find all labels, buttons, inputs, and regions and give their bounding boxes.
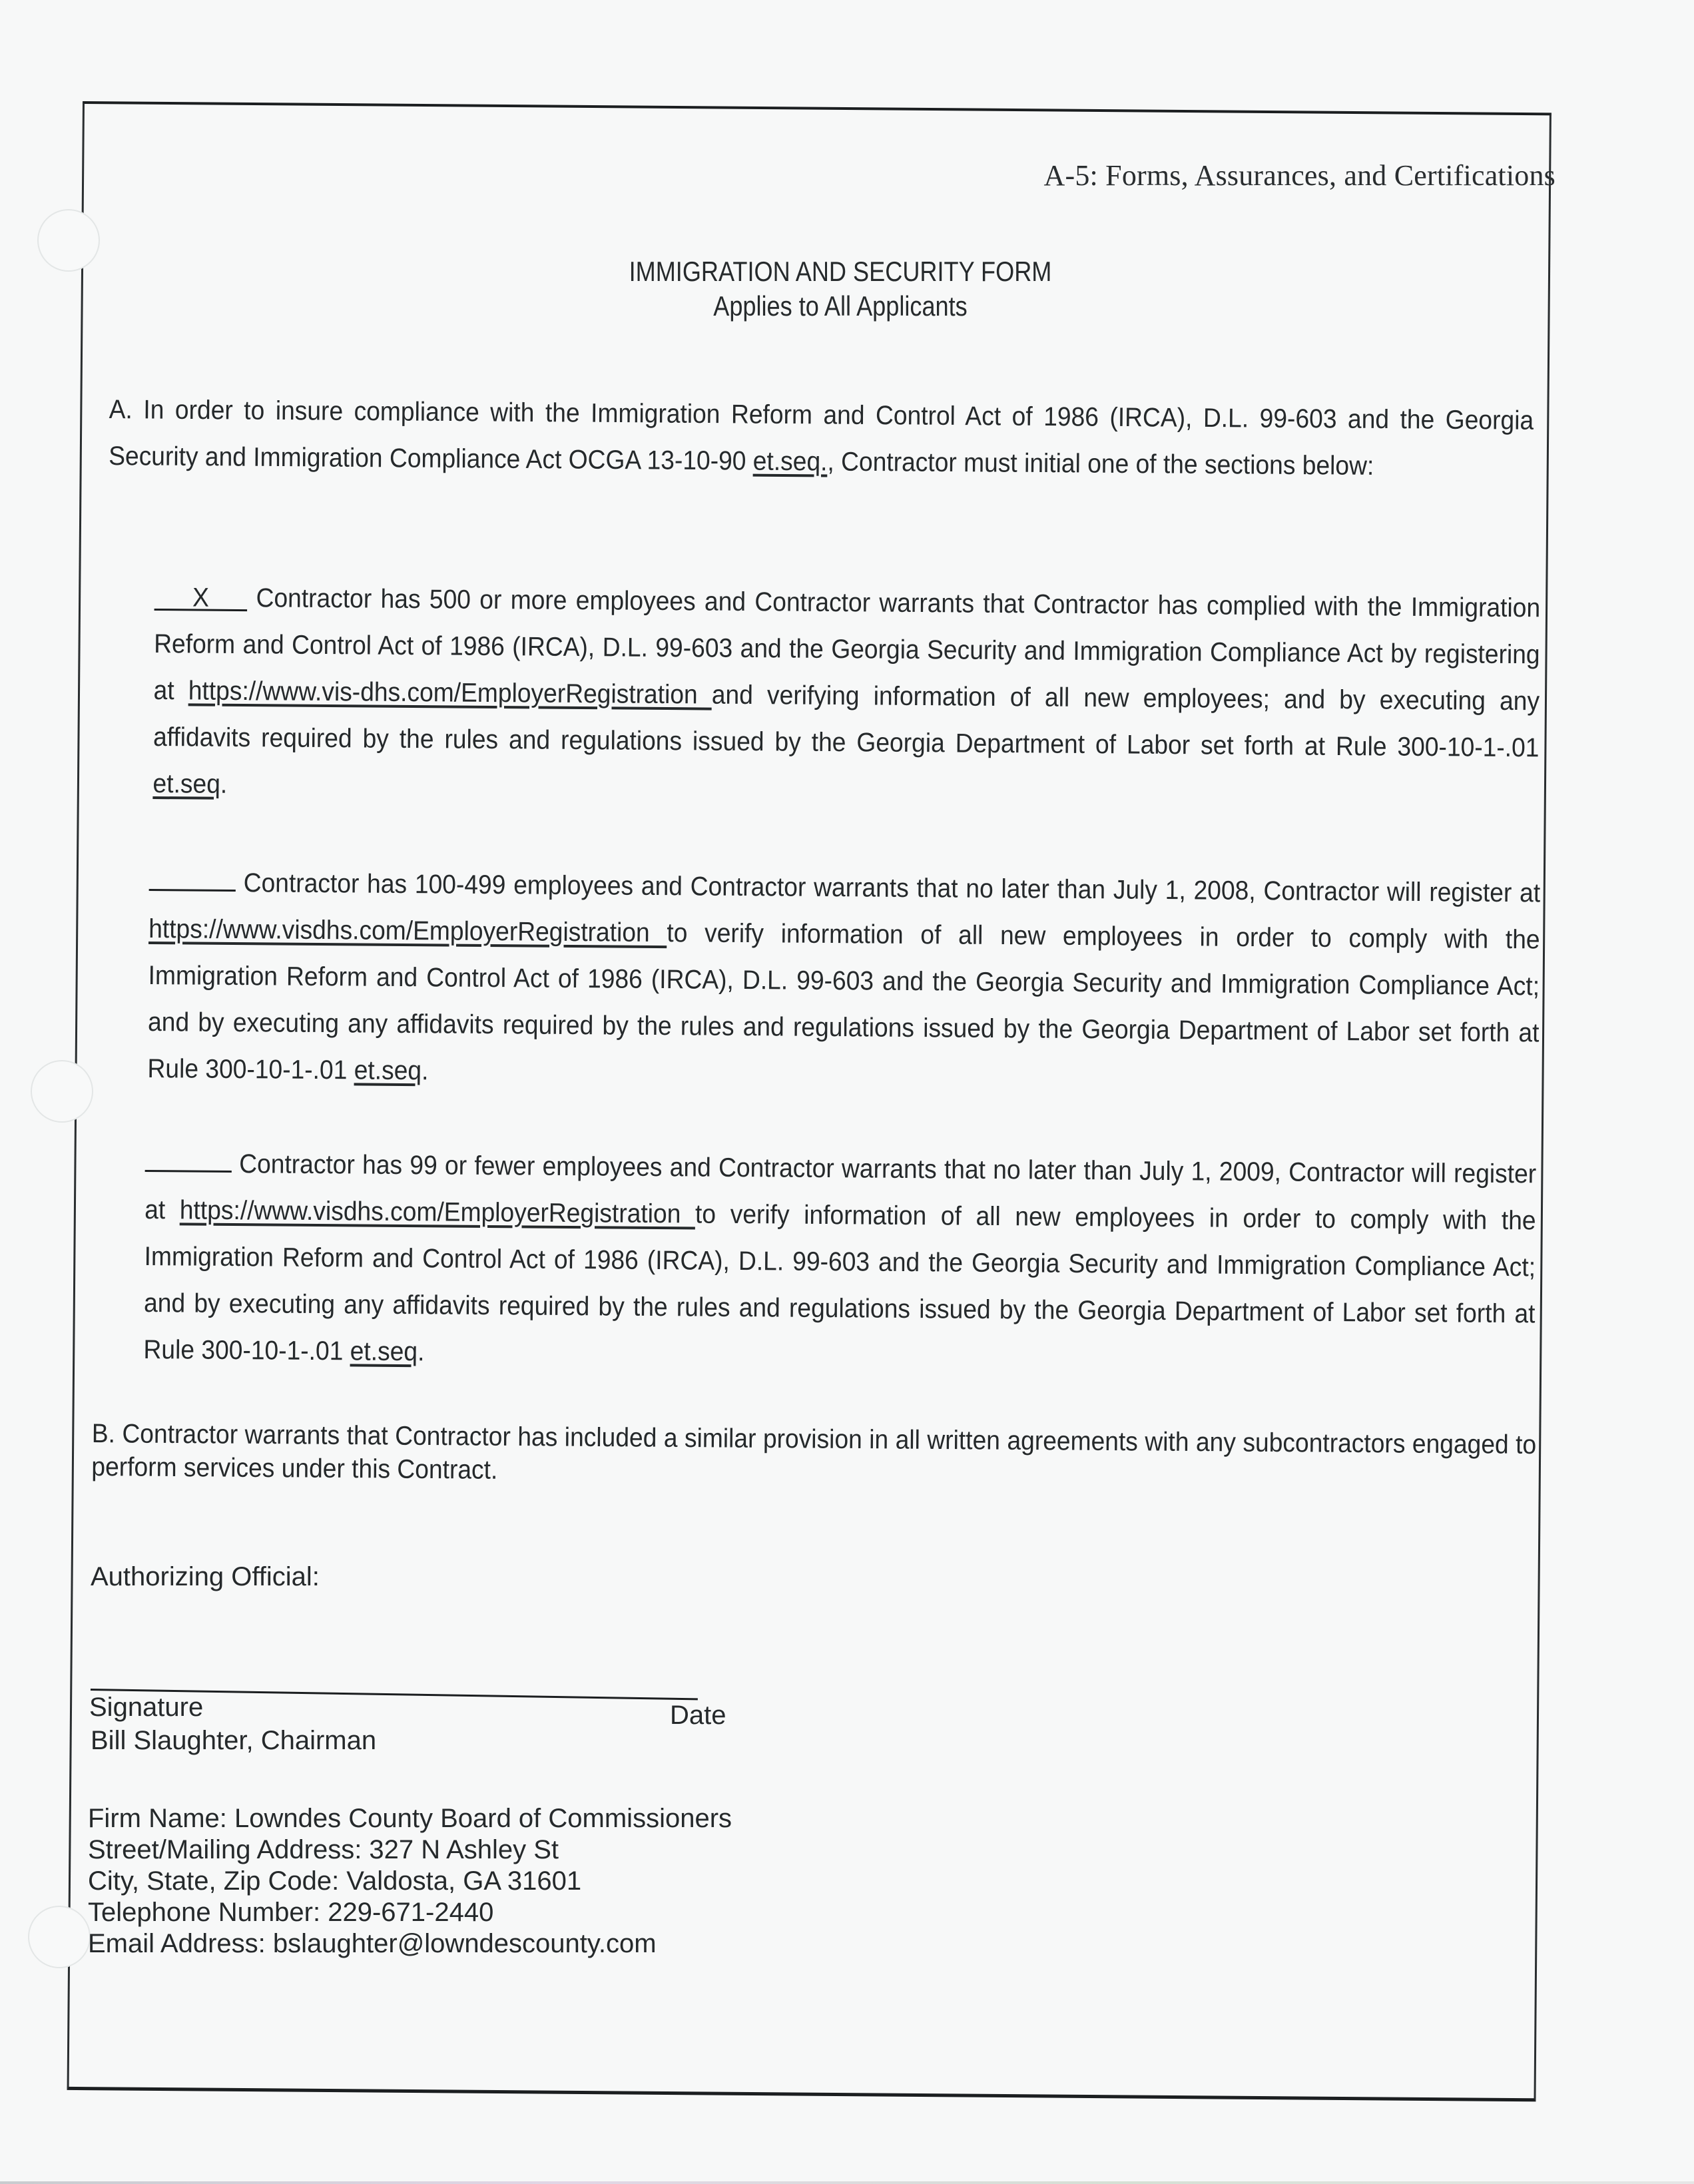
option-text: Contractor has 99 or fewer employees and Contractor warrants that no later than July 1, 2009, Contractor will register at: [144, 1149, 1537, 1225]
option-etseq: et.seq: [152, 768, 221, 799]
signature-label: Signature: [89, 1693, 204, 1722]
section-header: A-5: Forms, Assurances, and Certifications: [1043, 159, 1555, 192]
option-text: Contractor has 500 or more employees and Contractor warrants that Contractor has complied with the Immigration Reform and Control Act of 1986 (IRCA), D.L. 99-603 and the Georgia Security and Immigration Compliance Act by registering at: [153, 583, 1541, 706]
option-text: Contractor has 100-499 employees and Contractor warrants that no later than July 1, 2008, Contractor will register at: [243, 868, 1541, 908]
registration-link[interactable]: https://www.visdhs.com/EmployerRegistration: [148, 914, 667, 948]
initial-field-500-plus[interactable]: [154, 583, 248, 613]
firm-name: Firm Name: Lowndes County Board of Commissioners: [88, 1804, 732, 1833]
option-99-or-fewer: [143, 1140, 1537, 1384]
scan-edge: [0, 2181, 1694, 2184]
punch-hole-bottom: [28, 1906, 91, 1968]
contact-info: [88, 1803, 732, 1960]
email-address: Email Address: bslaughter@lowndescounty.com: [88, 1929, 657, 1958]
initial-field-99-or-fewer[interactable]: [145, 1147, 232, 1173]
telephone-number: Telephone Number: 229-671-2440: [88, 1898, 494, 1927]
intro-text: A. In order to insure compliance with the Immigration Reform and Control Act of 1986 (IRCA), D.L. 99-603 and the Georgia Security and Immigration Compliance Act OCGA 13-10-90: [109, 394, 1534, 476]
option-text-cont: and verifying information of all new employees; and by executing any affidavits required by the rules and regulations issued by the Georgia Department of Labor set forth at Rule 300-10-1-.01: [152, 680, 1540, 763]
date-label: Date: [670, 1701, 726, 1730]
signer-name: Bill Slaughter, Chairman: [91, 1726, 377, 1755]
option-text-cont: to verify information of all new employees in order to comply with the Immigration Reform and Control Act of 1986 (IRCA), D.L. 99-603 and the Georgia Security and Immigration Compliance Act; and by executing any affidavits required by the rules and regulations issued by the Georgia Department of Labor set forth at Rule 300-10-1-.01: [143, 1199, 1536, 1366]
mailing-address: Street/Mailing Address: 327 N Ashley St: [88, 1835, 559, 1864]
punch-hole-middle: [31, 1060, 93, 1123]
initial-field-100-499[interactable]: [149, 866, 236, 892]
registration-link[interactable]: https://www.vis-dhs.com/EmployerRegistration: [188, 676, 712, 710]
form-subtitle: Applies to All Applicants: [713, 290, 968, 322]
city-state-zip: City, State, Zip Code: Valdosta, GA 31601: [88, 1866, 582, 1896]
form-title: [0, 254, 1687, 324]
form-title-main: IMMIGRATION AND SECURITY FORM: [629, 256, 1052, 287]
option-etseq: et.seq: [350, 1336, 418, 1367]
option-etseq: et.seq: [354, 1055, 422, 1086]
option-text-cont: to verify information of all new employees in order to comply with the Immigration Reform and Control Act of 1986 (IRCA), D.L. 99-603 and the Georgia Security and Immigration Compliance Act; and by executing any affidavits required by the rules and regulations issued by the Georgia Department of Labor set forth at Rule 300-10-1-.01: [147, 918, 1540, 1085]
option-period: .: [421, 1056, 429, 1086]
intro-etseq: et.seq.: [752, 446, 828, 477]
section-b-text: B. Contractor warrants that Contractor has included a similar provision in all written agreements with any subcontractors engaged to perform services under this Contract.: [91, 1419, 1537, 1485]
intro-text-end: , Contractor must initial one of the sections below:: [827, 447, 1374, 481]
initial-mark: X: [192, 583, 210, 613]
section-b: [91, 1417, 1537, 1495]
section-a-intro: [109, 386, 1534, 491]
option-100-499: [147, 859, 1541, 1103]
option-period: .: [220, 769, 228, 799]
registration-link[interactable]: https://www.visdhs.com/EmployerRegistration: [179, 1195, 696, 1229]
authorizing-official-label: Authorizing Official:: [91, 1562, 320, 1591]
option-period: .: [417, 1337, 425, 1367]
option-500-plus: [152, 574, 1541, 818]
